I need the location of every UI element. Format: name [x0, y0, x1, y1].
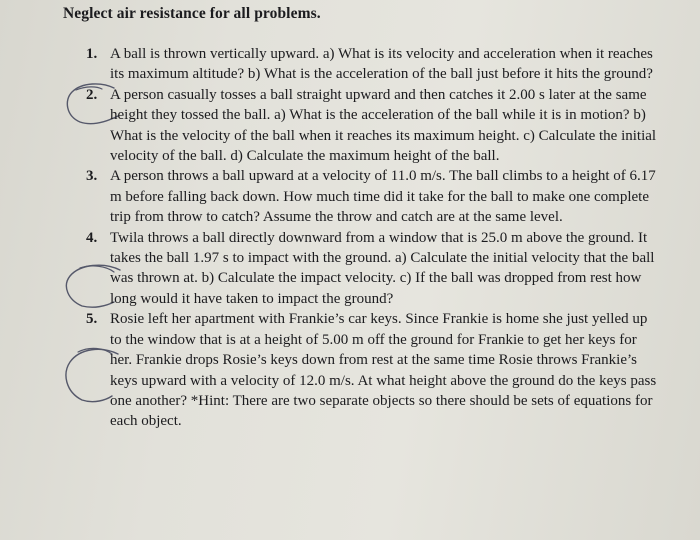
problem-number: 4.	[86, 229, 98, 246]
problem-item	[60, 228, 660, 310]
problem-list	[60, 44, 660, 432]
problem-item	[60, 166, 660, 227]
problem-item	[60, 85, 660, 167]
problem-text: Twila throws a ball directly downward from a window that is 25.0 m above the ground. It takes the ball 1.97 s to impact with the ground. a) Calculate the initial velocity that the ball was thrown at. b) Calculate the impact velocity. c) If the ball was dropped from rest how long would it have taken to impact the ground?	[110, 229, 655, 307]
problem-text: Rosie left her apartment with Frankie’s car keys. Since Frankie is home she just yelled up to the window that is at a height of 5.00 m off the ground for Frankie to get her keys for her. Frankie drops Rosie’s keys down from rest at the same time Rosie throws Frankie’s keys upward with a velocity of 12.0 m/s. At what height above the ground do the keys pass one another? *Hint: There are two separate objects so there should be sets of equations for each object.	[110, 311, 657, 430]
problem-item	[60, 44, 660, 85]
problem-number: 1.	[86, 46, 98, 62]
problem-text: A ball is thrown vertically upward. a) What is its velocity and acceleration when it reaches its maximum altitude? b) What is the acceleration of the ball just before it hits the ground?	[110, 46, 653, 83]
problem-number: 2.	[86, 86, 98, 103]
problem-text: A person casually tosses a ball straight upward and then catches it 2.00 s later at the same height they tossed the ball. a) What is the acceleration of the ball while it is in motion? b) What is the velocity of the ball when it reaches its maximum height. c) Calculate the initial velocity of the ball. d) Calculate the maximum height of the ball.	[110, 86, 657, 165]
worksheet-heading: Neglect air resistance for all problems.	[63, 5, 321, 22]
problem-item	[60, 309, 660, 431]
problem-number: 3.	[86, 168, 98, 185]
problem-number: 5.	[86, 311, 98, 328]
problem-text: A person throws a ball upward at a velocity of 11.0 m/s. The ball climbs to a height of 6.17 m before falling back down. How much time did it take for the ball to make one complete trip from throw to catch? Assume the throw and catch are at the same level.	[110, 168, 656, 226]
